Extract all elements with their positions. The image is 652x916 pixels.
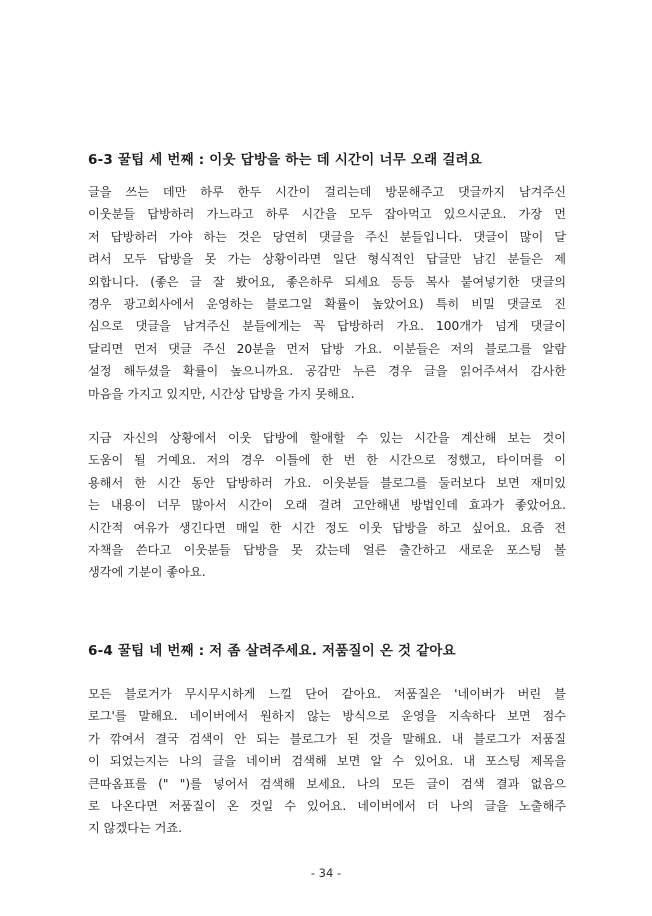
- text-line: 도움이 될 거예요. 저의 경우 이틀에 한 번 한 시간으로 정했고, 타이머를 이: [88, 453, 566, 468]
- text-line: 경우 광고회사에서 운영하는 블로그일 확률이 높았어요) 특히 비밀 댓글로 진: [88, 296, 566, 311]
- section-title-6-4: 6-4 꿀팁 네 번째 : 저 좀 살려주세요. 저품질이 온 것 같아요: [88, 643, 456, 659]
- text-line: 글을 쓰는 데만 하루 한두 시간이 걸리는데 방문해주고 댓글까지 남겨주신: [88, 185, 566, 199]
- text-line: 달리면 먼저 댓글 주신 20분을 먼저 답방 가요. 이분들은 저의 블로그를 알람: [88, 341, 566, 356]
- text-line: 모든 블로거가 무시무시하게 느낄 단어 같아요. 저품질은 '네이버가 버린 블: [88, 687, 566, 701]
- text-line: 지 않겠다는 거죠.: [88, 821, 183, 836]
- text-line: 이웃분들 답방하러 가느라고 하루 시간을 모두 잡아먹고 있으시군요. 가장 먼: [88, 207, 566, 222]
- text-line: 가 깎여서 결국 검색이 안 되는 블로그가 된 것을 말해요. 내 블로그가 저품질: [88, 731, 566, 746]
- text-line: 심으로 댓글을 남겨주신 분들에게는 꼭 답방하러 가요. 100개가 넘게 댓글이: [88, 319, 566, 334]
- text-line: 자책을 쓴다고 이웃분들 답방을 못 갔는데 얼른 출간하고 새로운 포스팅 볼: [88, 542, 566, 557]
- paragraph: [88, 683, 566, 840]
- page-number: - 34 -: [310, 866, 342, 880]
- text-line: 로그'를 말해요. 네이버에서 원하지 않는 방식으로 운영을 지속하다 보면 점수: [88, 709, 566, 724]
- text-line: 큰따옴표를 (" ")를 넣어서 검색해 보세요. 나의 모든 글이 검색 결과 없음으: [88, 776, 566, 791]
- text-line: 려서 모두 답방을 못 가는 상황이라면 일단 형식적인 답글만 남긴 분들은 제: [88, 252, 566, 267]
- section-title-6-3: 6-3 꿀팁 세 번째 : 이웃 답방을 하는 데 시간이 너무 오래 걸려요: [88, 152, 482, 168]
- paragraph: [88, 427, 566, 584]
- text-line: 마음을 가지고 있지만, 시간상 답방을 가지 못해요.: [88, 386, 355, 401]
- text-line: 이 되었는지는 나의 글을 네이버 검색해 보면 알 수 있어요. 내 포스팅 제목을: [88, 754, 566, 769]
- text-line: 용해서 한 시간 동안 답방하러 가요. 이웃분들 블로그를 둘러보다 보면 재미있: [88, 475, 566, 490]
- text-line: 외합니다. (좋은 글 잘 봤어요, 좋은하루 되세요 등등 복사 붙여넣기한 댓글의: [88, 274, 566, 289]
- text-line: 설정 해두셨을 확률이 높으니까요. 공감만 누른 경우 글을 읽어주셔서 감사한: [88, 364, 566, 379]
- text-line: 저 답방하러 가야 하는 것은 당연히 댓글을 주신 분들입니다. 댓글이 많이 달: [88, 229, 566, 244]
- text-line: 생각에 기분이 좋아요.: [88, 565, 206, 580]
- text-line: 시간적 여유가 생긴다면 매일 한 시간 정도 이웃 답방을 하고 싶어요. 요즘 전: [88, 520, 566, 535]
- text-line: 지금 자신의 상황에서 이웃 답방에 할애할 수 있는 시간을 계산해 보는 것이: [88, 431, 566, 445]
- text-line: 로 나온다면 저품질이 온 것일 수 있어요. 네이버에서 더 나의 글을 노출해주: [88, 798, 566, 813]
- text-line: 는 내용이 너무 많아서 시간이 오래 걸려 고안해낸 방법인데 효과가 좋았어요.: [88, 498, 566, 513]
- paragraph: [88, 181, 566, 405]
